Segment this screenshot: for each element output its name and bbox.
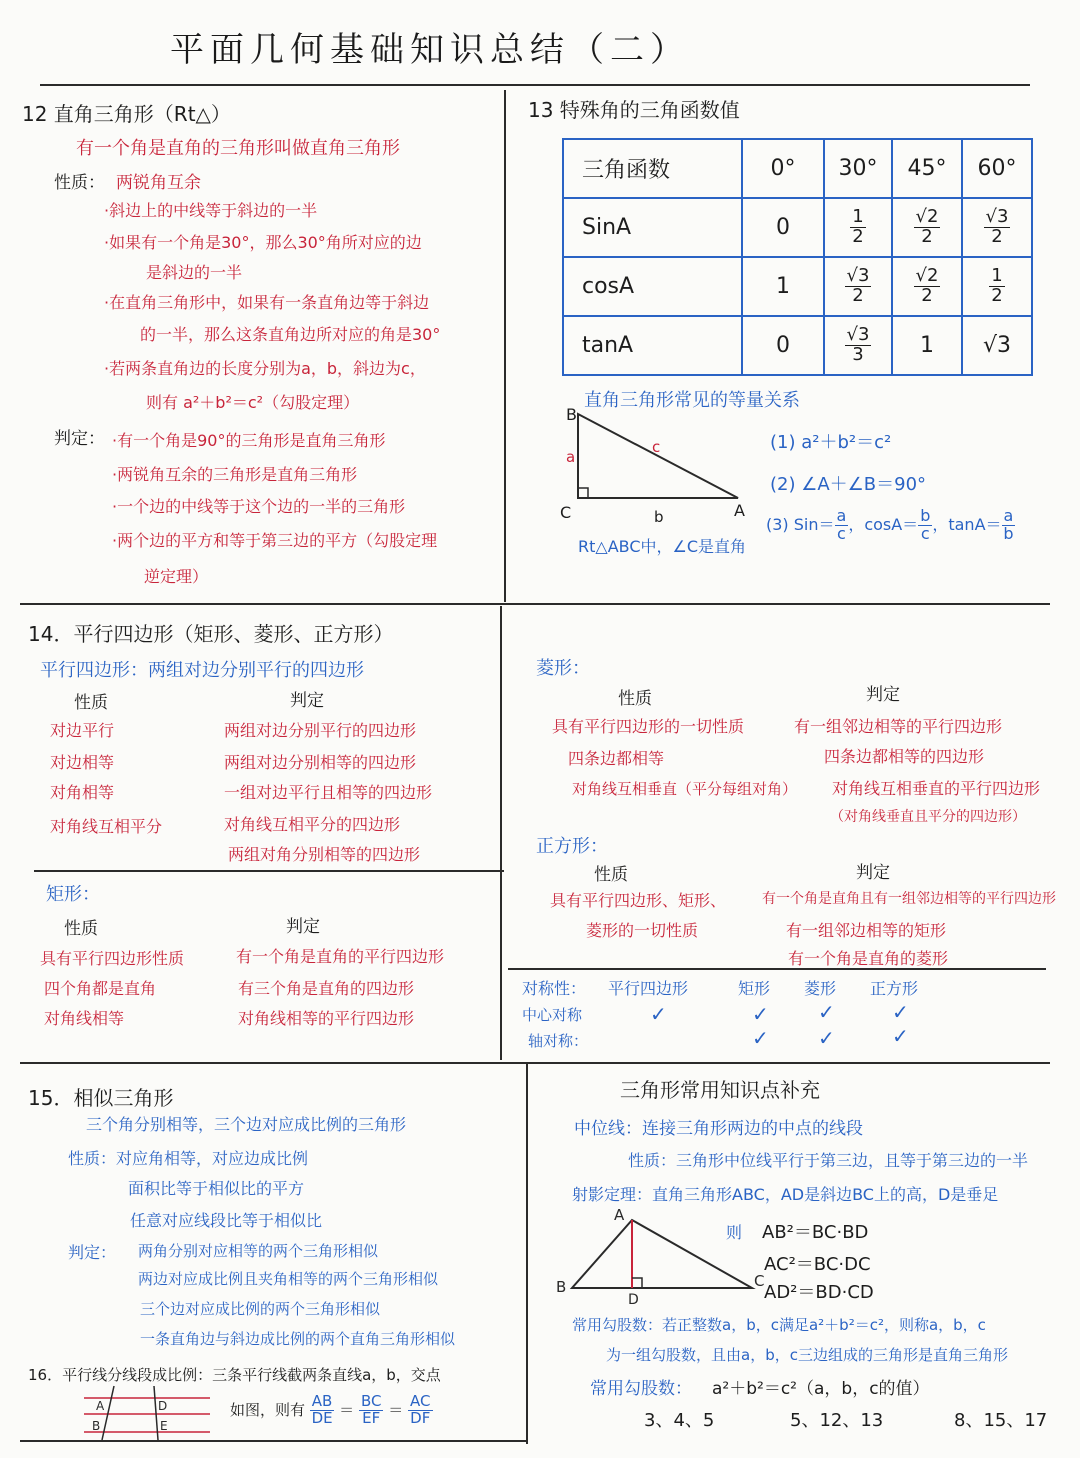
square-judge-1: 有一组邻边相等的矩形: [786, 921, 947, 940]
rect-judge-1: 有三个角是直角的四边形: [238, 979, 415, 998]
vertex-a-label: A: [734, 501, 745, 520]
supp-pyth-label: 常用勾股数：: [590, 1379, 692, 1399]
rhombus-prop-0: 具有平行四边形的一切性质: [552, 717, 745, 736]
sec15-judge-2: 三个边对应成比例的两个三角形相似: [140, 1300, 381, 1318]
square-prop-0: 具有平行四边形、矩形、: [550, 891, 727, 910]
right-angle-mark: [578, 488, 588, 498]
divider-v-top: [504, 90, 506, 602]
divider-v-bottom: [526, 1064, 528, 1444]
check-icon: ✓: [752, 1002, 769, 1026]
side-a-label: a: [566, 448, 576, 466]
trig-cell: √3: [962, 316, 1032, 375]
sec15-prop-0: 性质：对应角相等，对应边成比例: [68, 1149, 309, 1168]
right-triangle-figure: [556, 400, 756, 530]
check-icon: ✓: [892, 1000, 909, 1024]
sec12-heading: 12 直角三角形（Rt△）: [22, 102, 231, 126]
rect-judge-heading: 判定: [286, 917, 320, 937]
sec16-heading: 16．平行线分线段成比例：三条平行线截两条直线a，b，交点: [28, 1366, 441, 1384]
supp-midline: 中位线：连接三角形两边的中点的线段: [574, 1119, 863, 1139]
side-c-label: c: [652, 438, 661, 456]
para-definition: 平行四边形：两组对边分别平行的四边形: [40, 660, 364, 681]
sym-header-label: 对称性：: [522, 979, 587, 998]
sin-fraction: [835, 508, 849, 543]
trig-fraction: [850, 208, 865, 247]
sec12-prop-5: 的一半，那么这条直角边所对应的角是30°: [140, 325, 441, 344]
sec12-prop-1: ·斜边上的中线等于斜边的一半: [104, 201, 318, 220]
rhombus-judge-0: 有一组邻边相等的平行四边形: [794, 717, 1003, 736]
denominator: DE: [311, 1408, 333, 1427]
sec13-heading: 13 特殊角的三角函数值: [528, 98, 740, 122]
denominator: c: [920, 523, 930, 543]
square-judge-2: 有一个角是直角的菱形: [788, 949, 949, 968]
check-icon: ✓: [752, 1026, 769, 1050]
para-judge-2: 一组对边平行且相等的四边形: [224, 783, 433, 802]
numerator: b: [920, 506, 931, 525]
numerator: a: [836, 506, 847, 525]
supp-heading: 三角形常用知识点补充: [620, 1078, 820, 1102]
sec12-definition: 有一个角是直角的三角形叫做直角三角形: [76, 138, 400, 159]
sec13-subheading: 直角三角形常见的等量关系: [584, 390, 800, 411]
vertex-c-label: C: [560, 503, 572, 522]
sec13-eq1: (1) a²＋b²＝c²: [770, 432, 892, 453]
equals-sign: ＝: [388, 1400, 404, 1419]
sym-header-square: 正方形: [870, 979, 919, 998]
square-judge-heading: 判定: [856, 863, 890, 883]
numerator: √2: [915, 206, 939, 228]
trig-cell: 0: [742, 316, 824, 375]
sec12-prop-0: 两锐角互余: [116, 173, 201, 193]
trig-row-name: SinA: [563, 198, 742, 257]
sec12-prop-label: 性质：: [54, 173, 105, 193]
denominator: 2: [991, 285, 1003, 306]
sec12-judge-label: 判定：: [54, 429, 105, 449]
right-angle-mark: [632, 1278, 642, 1288]
sec13-eq2: (2) ∠A＋∠B＝90°: [770, 474, 927, 495]
point-a-label: A: [96, 1399, 105, 1413]
rhombus-definition: 菱形：: [536, 658, 590, 679]
para-prop-1: 对边相等: [50, 753, 115, 772]
sec16-line2: 如图，则有: [230, 1400, 306, 1419]
numerator: AB: [311, 1392, 333, 1410]
divider-h-bottom: [20, 1440, 526, 1442]
sec12-judge-3: ·两个边的平方和等于第三边的平方（勾股定理: [112, 531, 438, 550]
divider-h-2: [20, 1062, 1050, 1064]
supp-eq-0: AB²＝BC·BD: [762, 1222, 869, 1243]
sec15-judge-label: 判定：: [68, 1243, 117, 1262]
eq3-cos: ，cosA＝: [848, 514, 919, 534]
denominator: 2: [852, 285, 864, 306]
sec12-prop-3: 是斜边的一半: [146, 263, 243, 282]
rect-prop-0: 具有平行四边形性质: [40, 949, 185, 968]
denominator: 3: [852, 344, 864, 365]
trig-fraction: [845, 326, 872, 365]
trig-fraction: [989, 267, 1004, 306]
sec12-prop-6: ·若两条直角边的长度分别为a，b，斜边为c，: [104, 359, 426, 378]
rhombus-judge-1: 四条边都相等的四边形: [824, 747, 985, 766]
sym-header-para: 平行四边形: [608, 979, 689, 998]
sec15-judge-0: 两角分别对应相等的两个三角形相似: [138, 1242, 379, 1260]
foot-d-label: D: [628, 1292, 639, 1308]
trig-row-cos: [563, 257, 1032, 316]
para-judge-heading: 判定: [290, 691, 324, 711]
trig-row-sin: [563, 198, 1032, 257]
sec15-prop-1: 面积比等于相似比的平方: [128, 1179, 305, 1198]
sym-row-central: 中心对称: [522, 1006, 583, 1024]
rect-definition: 矩形：: [46, 884, 100, 905]
point-d-label: D: [158, 1399, 168, 1413]
equals-sign: ＝: [339, 1400, 355, 1419]
trig-value-table: [562, 138, 1033, 376]
triangle-outline: [578, 414, 738, 498]
square-judge-0: 有一个角是直角且有一组邻边相等的平行四边形: [762, 891, 1056, 907]
denominator: b: [1003, 523, 1014, 543]
para-prop-2: 对角相等: [50, 783, 115, 802]
title-underline: [40, 84, 1030, 86]
supp-eq-2: AD²＝BD·CD: [764, 1282, 874, 1303]
page-title: 平面几何基础知识总结（二）: [170, 30, 690, 70]
trig-fraction: [984, 208, 1011, 247]
rect-judge-2: 对角线相等的平行四边形: [238, 1009, 415, 1028]
sec15-prop-2: 任意对应线段比等于相似比: [130, 1211, 323, 1230]
rect-prop-heading: 性质: [64, 919, 98, 939]
square-prop-1: 菱形的一切性质: [586, 921, 699, 940]
trig-row-name: tanA: [563, 316, 742, 375]
vertex-b-label: B: [556, 1278, 567, 1296]
cos-fraction: [918, 508, 932, 543]
sec15-judge-1: 两边对应成比例且夹角相等的两个三角形相似: [138, 1270, 439, 1288]
rect-prop-2: 对角线相等: [44, 1009, 125, 1028]
rhombus-prop-2: 对角线互相垂直（平分每组对角）: [572, 780, 798, 798]
para-judge-3: 对角线互相平分的四边形: [224, 815, 401, 834]
supp-pyth-line1: 常用勾股数：若正整数a，b，c满足a²＋b²＝c²，则称a，b，c: [572, 1316, 986, 1334]
check-icon: ✓: [818, 1026, 835, 1050]
point-b-label: B: [92, 1419, 101, 1433]
tan-fraction: [1002, 508, 1016, 543]
trig-cell: 0: [742, 198, 824, 257]
numerator: √3: [846, 265, 870, 287]
para-judge-0: 两组对边分别平行的四边形: [224, 721, 417, 740]
para-prop-heading: 性质: [74, 693, 108, 713]
sec16-formula: [230, 1394, 433, 1427]
sec12-judge-1: ·两锐角互余的三角形是直角三角形: [112, 465, 358, 484]
point-e-label: E: [160, 1419, 168, 1433]
supp-pyth-eq: a²＋b²＝c²（a，b，c的值）: [712, 1379, 930, 1399]
check-icon: ✓: [650, 1002, 667, 1026]
vertex-a-label: A: [614, 1206, 625, 1224]
sec12-judge-0: ·有一个角是90°的三角形是直角三角形: [112, 431, 386, 450]
denominator: 2: [852, 226, 864, 247]
sec15-heading: 15．相似三角形: [28, 1086, 174, 1110]
sec13-caption: Rt△ABC中，∠C是直角: [578, 537, 747, 556]
sec12-judge-2: ·一个边的中线等于这个边的一半的三角形: [112, 497, 406, 516]
check-icon: ✓: [818, 1000, 835, 1024]
trig-fraction: [914, 267, 941, 306]
triangle-outline: [572, 1220, 752, 1288]
numerator: AC: [410, 1392, 431, 1410]
sec15-judge-3: 一条直角边与斜边成比例的两个直角三角形相似: [140, 1330, 456, 1348]
sym-header-rhombus: 菱形: [804, 979, 837, 998]
pyth-triple-2: 8、15、17: [954, 1410, 1048, 1431]
trig-header-45: 45°: [892, 139, 962, 198]
para-judge-4: 两组对角分别相等的四边形: [228, 845, 421, 864]
rhombus-judge-2: 对角线互相垂直的平行四边形: [832, 779, 1041, 798]
divider-v-mid: [500, 606, 502, 1060]
trig-row-tan: [563, 316, 1032, 375]
vertex-b-label: B: [566, 405, 577, 424]
rect-judge-0: 有一个角是直角的平行四边形: [236, 947, 445, 966]
eq3-tan: ，tanA＝: [932, 514, 1002, 534]
numerator: √3: [985, 206, 1009, 228]
numerator: BC: [360, 1392, 382, 1410]
trig-cell: 1: [892, 316, 962, 375]
sec13-eq3: [766, 508, 1015, 543]
para-prop-3: 对角线互相平分: [50, 817, 163, 836]
trig-fraction: [845, 267, 872, 306]
trig-header-30: 30°: [824, 139, 892, 198]
pyth-triple-0: 3、4、5: [644, 1410, 715, 1431]
divider-h-1: [20, 603, 1050, 605]
trig-header-60: 60°: [962, 139, 1032, 198]
eq3-prefix: (3) Sin＝: [766, 514, 835, 534]
sec15-definition: 三个角分别相等，三个边对应成比例的三角形: [86, 1115, 407, 1134]
trig-fraction: [914, 208, 941, 247]
vertex-c-label: C: [754, 1272, 765, 1290]
trig-cell: 1: [742, 257, 824, 316]
side-b-label: b: [654, 508, 664, 526]
numerator: 1: [852, 206, 864, 228]
supp-projection: 射影定理：直角三角形ABC，AD是斜边BC上的高，D是垂足: [572, 1185, 999, 1204]
denominator: DF: [410, 1408, 431, 1427]
divider-h-sym: [508, 968, 1046, 970]
ratio-fraction: [408, 1394, 432, 1427]
ratio-fraction: [359, 1394, 384, 1427]
rhombus-prop-heading: 性质: [618, 689, 652, 709]
numerator: 1: [991, 265, 1003, 287]
denominator: EF: [362, 1408, 381, 1427]
ratio-fraction: [310, 1394, 335, 1427]
denominator: 2: [921, 226, 933, 247]
para-prop-0: 对边平行: [50, 721, 115, 740]
sec14-heading: 14．平行四边形（矩形、菱形、正方形）: [28, 622, 394, 646]
sec12-prop-7: 则有 a²＋b²＝c²（勾股定理）: [146, 393, 360, 412]
check-icon: ✓: [892, 1024, 909, 1048]
numerator: √3: [846, 324, 870, 346]
supp-pyth-line2: 为一组勾股数，且由a，b，c三边组成的三角形是直角三角形: [606, 1346, 1008, 1364]
rhombus-prop-1: 四条边都相等: [568, 749, 665, 768]
trig-row-name: cosA: [563, 257, 742, 316]
denominator: c: [837, 523, 846, 543]
parallel-lines-figure: [84, 1384, 214, 1440]
trig-table-header: [563, 139, 1032, 198]
square-definition: 正方形：: [536, 836, 608, 857]
sym-header-rect: 矩形: [738, 979, 771, 998]
trig-header-0: 0°: [742, 139, 824, 198]
sym-row-axial: 轴对称：: [528, 1032, 589, 1050]
denominator: 2: [991, 226, 1003, 247]
denominator: 2: [921, 285, 933, 306]
pyth-triple-1: 5、12、13: [790, 1410, 884, 1431]
divider-h-rect: [34, 870, 504, 872]
rect-prop-1: 四个角都是直角: [44, 979, 157, 998]
rhombus-judge-3: （对角线垂直且平分的四边形）: [830, 809, 1026, 825]
sec12-prop-4: ·在直角三角形中，如果有一条直角边等于斜边: [104, 293, 430, 312]
sec12-judge-4: 逆定理）: [144, 567, 209, 586]
numerator: √2: [915, 265, 939, 287]
projection-triangle-figure: [552, 1206, 782, 1310]
rhombus-judge-heading: 判定: [866, 685, 900, 705]
numerator: a: [1003, 506, 1014, 525]
supp-then: 则: [726, 1223, 743, 1242]
trig-header-func: 三角函数: [563, 139, 742, 198]
para-judge-1: 两组对边分别相等的四边形: [224, 753, 417, 772]
square-prop-heading: 性质: [594, 865, 628, 885]
supp-eq-1: AC²＝BC·DC: [764, 1254, 871, 1275]
sec12-prop-2: ·如果有一个角是30°，那么30°角所对应的边: [104, 233, 422, 252]
supp-midline-prop: 性质：三角形中位线平行于第三边，且等于第三边的一半: [628, 1151, 1029, 1170]
